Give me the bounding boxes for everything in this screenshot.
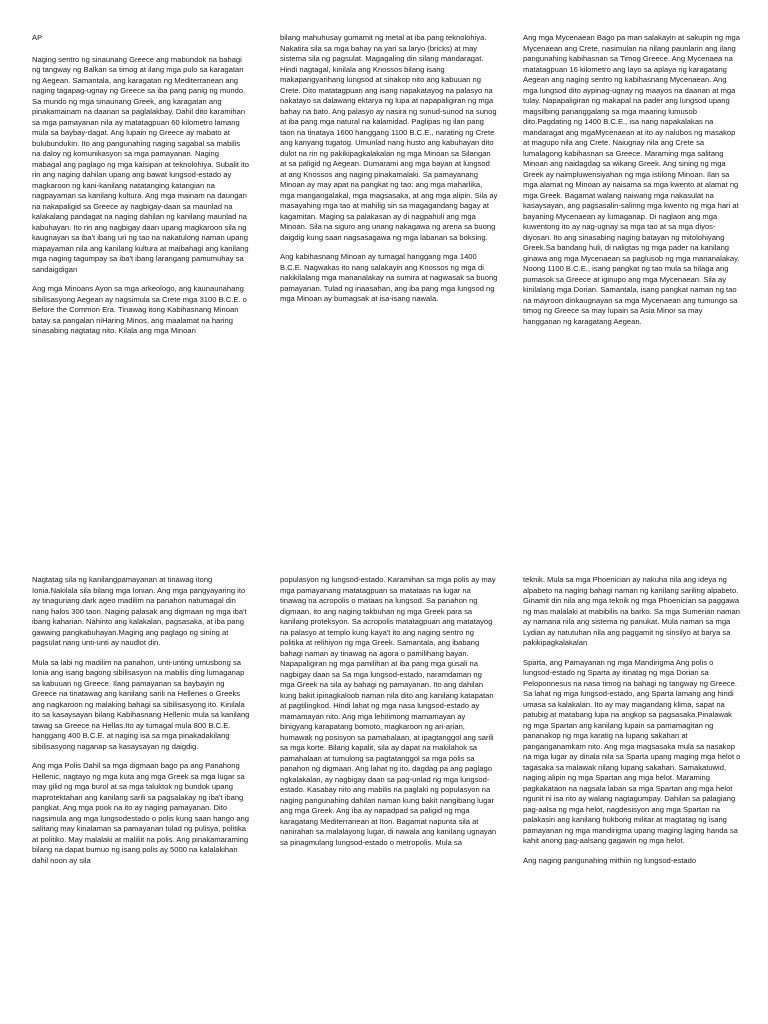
paragraph: teknik. Mula sa mga Phoenician ay nakuha nila ang ideya ng alpabeto na naging bahagi naman ng kanilang sariling alpabeto. Ginamit din nila ang mga teknik ng mga Phoenician sa paggawa ng mas malalaki at mabibilis na barko. Sa mga Sumerian naman ay namana nila ang sistema ng panukat. Mula naman sa mga Lydian ay natutuhan nila ang paggamit ng sinsilyo at barya sa pakikipagkalakalan: [523, 575, 740, 647]
paragraph: Ang naging pangunahing mithiin ng lungsod-estado: [523, 855, 697, 865]
column-5: [280, 575, 498, 1024]
paragraph: bilang mahuhusay gumamit ng metal at iba pang teknolohiya. Nakatira sila sa mga bahay na yari sa laryo (bricks) at may sistema sila ng pagsulat. Magagaling din silang mandaragat. Hindi nagtagal, kinilala ang Knossos bilang isang makapangyarihang lungsod at sinakop nito ang kabuuan ng Crete. Dito matatagpuan ang isang napakatayog na palasyo na nakatayo sa dalawang ektarya ng lupa at napapaligiran ng mga bahay na bato. Ang palasyo ay nasira ng sunud-sunod na sunog at iba pang mga natural na kalamidad. Paglipas ng ilan pang taon na tinataya 1600 hanggang 1100 B.C.E., narating ng Crete ang kanyang tugatog. Umunlad nang husto ang kabuhayan dito dulot na rin ng pakikipagkalakalan ng mga Minoan sa Silangan at sa paligid ng Aegean. Dumarami ang mga bayan at lungsod at ang Knossos ang naging pinakamalaki. Sa pamayanang Minoan ay may apat na pangkat ng tao: ang mga maharlika, mga mangangalakal, mga magsasaka, at ang mga alipin. Sila ay masayahing mga tao at mahilig sin sa magagandang bagay at kagamitan. Maging sa palakasan ay di nagpahuli ang mga Minoan. Sila na siguro ang unang nakagawa ng arena sa buong daigdig kung saan nagsasagawa ng mga labanan sa boksing.: [280, 33, 498, 242]
column-1: [32, 33, 250, 521]
paragraph: Mula sa labi ng madilim na panahon, unti-unting umusbong sa Ionia ang isang bagong sibilisasyon na mabilis ding lumaganap sa kabuuan ng Greece. Ilang pamayanan sa baybayin ng Greece na tinatawag ang kanilang sarili na Hellenes o Greeks ang nagkaroon ng malaking bahagi sa sibilisasyong ito. Kinilala ito sa kasaysayan bilang Kabihasnang Hellenic mula sa kanilang tawag sa Greece na Hellas.Ito ay tumagal mula 800 B.C.E. hanggang 400 B.C.E. at naging isa sa mga pinakadakilang sibilisasyong naganap sa kasaysayan ng daigdig.: [32, 657, 250, 751]
column-3: [523, 33, 741, 521]
paragraph: Ang mga Polis Dahil sa mga digmaan bago pa ang Panahong Hellenic, nagtayo ng mga kuta ang mga Greek sa mga lugar sa may gilid ng mga burol at sa mga taluktok ng bundok upang maprotektahan ang kanilang sarili sa pagsalakay ng iba't ibang pangkat. Ang mga pook na ito ay naging pamayanan. Dito nagsimula ang mga lungsodestado o polis kung saan hango ang salitang may kinalaman sa pamayanan tulad ng pulisya, politika at politiko. May malalaki at maliliit na polis. Ang pinakamaraming bilang na dapat bumuo ng isang polis ay 5000 na kalalakihan dahil noon ay sila: [32, 761, 250, 865]
subject-tag: AP: [32, 33, 43, 42]
paragraph: Nagtatag sila ng kanilangpamayanan at tinawag itong Ionia.Nakilala sila bilang mga Ionian. Ang mga pangyayaring ito ay tinaguriang dark ageo madilim na panahon natumagal din nang halos 300 taon. Naging palasak ang digmaan ng mga iba't ibang kaharian. Nahinto ang kalakalan, pagsasaka, at iba pang gawaing pangkabuhayan.Maging ang paglago ng sining at pagsulat nang unti-unti ay naudlot din.: [32, 575, 247, 647]
paragraph: Naging sentro ng sinaunang Greece ang mabundok na bahagi ng tangway ng Balkan sa timog at ilang mga pulo sa karagatan ng Aegean. Samantala, ang karagatan ng Mediterranean ang naging tagapag-ugnay ng Greece sa iba pang panig ng mundo. Sa mundo ng mga sinaunang Greek, ang karagatan ang pinakamainam na daanan sa paglalakbay. Dahil dito karamihan sa mga pamayanan nila ay matatagpuan 60 kilometro lamang mula sa baybay-dagat. Ang lupain ng Greece ay mabato at bulubundukin. Ito ang pangunahing naging sagabal sa mabilis na daloy ng komunikasyon sa mga pamayanan. Naging mabagal ang paglago ng mga kaisipan at teknolohiya. Subalit ito rin ang naging dahilan upang ang bawat lungsod-estado ay magkaroon ng kani-kanilang natatanging katangian na nagpayaman sa kanilang kultura. Ang mga mainam na daungan na nakapaligid sa Greece ay nagbigay-daan sa maunlad na kalakalang pandagat na naging dahilan ng kanilang maunlad na kabuhayan. Ito rin ang nagbigay daan upang magkaroon sila ng kaugnayan sa iba't ibang uri ng tao na nakatulong naman upang mapayaman nila ang kanilang kultura at maibahagi ang kanilang mga naging tagumpay sa iba't ibang larangang pamumuhay sa sandaigdigan: [32, 54, 249, 274]
paragraph: Ang mga Minoans Ayon sa mga arkeologo, ang kaunaunahang sibilisasyong Aegean ay nagsimula sa Crete mga 3100 B.C.E. o Before the Common Era. Tinawag itong Kabihasnang Minoan batay sa pangalan niHaring Minos, ang maalamat na haring sinasabing nagtatag nito. Kilala ang mga Minoan: [32, 284, 247, 335]
paragraph: populasyon ng lungsod-estado. Karamihan sa mga polis ay may mga pamayanang matatagpuan sa matataas na lugar na tinawag na acropolis o mataas na lungsod. Sa panahon ng digmaan, ito ang naging takbuhan ng mga Greek para sa kanilang proteksyon. Sa acropolis matatagpuan ang matatayog na palasyo at templo kung kaya't ito ang naging sentro ng politika at relihiyon ng mga Greek. Samantala, ang ibabang bahagi naman ay tinawag na agora o pamilihang bayan. Napapaligiran ng mga pamilihan at iba pang mga gusali na nagbigay daan sa Sa mga lungsod-estado, naramdaman ng mga Greek na sila ay bahagi ng pamayanan. Ito ang dahilan kung bakit ipinagkaloob naman nila dito ang kanilang katapatan at pagtilingkod. Hindi lahat ng mga nasa lungsod-estado ay mamamayan nito. Ang mga lehitimong mamamayan ay binigyang karapatang bomoto, magkaroon ng ari-arian, humawak ng posisyon sa pamahalaan, at ipagtanggol ang sarili sa mga korte. Bilang kapalit, sila ay dapat na makilahok sa pamahalaan at tumulong sa pagtatanggol sa mga polis sa panahon ng digmaan. Ang lahat ng ito, dagdag pa ang paglago ngkalakalan, ay nagbigay daan sa pag-unlad ng mga lungsod-estado. Kasabay nito ang mabilis na paglaki ng populasyon na naging pangunahing dahilan naman kung bakit nangibang lugar ang mga Greek. Ang iba ay napadpad sa paligid ng mga karagatang Mediterranean at Iton. Bagamat napunta sila at nanirahan sa malalayong lugar, di nawala ang kanilang ugnayan sa pinagmulang lungsod-estado o metropolis. Mula sa: [280, 575, 497, 847]
column-2: [280, 33, 498, 521]
paragraph: Sparta, ang Pamayanan ng mga Mandirigma Ang polis o lungsod-estado ng Sparta ay itinatag ng mga Dorian sa Peloponnesus na nasa timog na bahagi ng tangway ng Greece. Sa lahat ng mga lungsod-estado, ang Sparta lamang ang hindi umasa sa kalakalan. Ito ay may magandang klima, sapat na patubig at matabang lupa na angkop sa pagsasaka.Pinalawak ng mga Spartan ang kanilang lupain sa pamamagitan ng pananakop ng mga karatig na lupang sakahan at panganganamkam nito. Ang mga magsasaka mula sa nasakop na mga lugar ay dinala nila sa Sparta upang maging mga helot o tagasaka sa malawak nilang lupang sakahan. Samakatuwid, naging alipin ng mga Spartan ang mga helot. Maraming pagkakataon na nagsala laban sa mga Spartan ang mga helot ngunit ni isa rito ay walang nagtagumpay. Dahilan sa palagiang pag-aalsa ng mga helot, nagdesisyon ang mga Spartan na palakasin ang kanilang hukbong militar at magtatag ng isang pamayanan ng mga mandirigma upang maging laging handa sa kahit anong pag-aalsang gagawin ng mga helot.: [523, 657, 741, 845]
paragraph: Ang kabihasnang Minoan ay tumagal hanggang mga 1400 B.C.E. Nagwakas ito nang salakayin ang Knossos ng mga di nakikilalang mga mananalakay na sumira at nagwasak sa buong pamayanan. Tulad ng inaasahan, ang iba pang mga lungsod ng mga Minoan ay bumagsak at isa-isang nawala.: [280, 252, 498, 303]
column-6: [523, 575, 741, 1024]
column-4: [32, 575, 250, 1024]
paragraph: Ang mga Mycenaean Bago pa man salakayin at sakupin ng mga Mycenaean ang Crete, nasimulan na nilang paunlarin ang ilang pangunahing kabihasnan sa Timog Greece. Ang Mycenaea na matatagpuan 16 kilometro ang layo sa aplaya ng karagatang Aegean ang naging sentro ng kabihasnang Mycenaean. Ang mga lungsod dito aypinag-ugnay ng maayos na daanan at mga tulay. Napapaligiran ng makapal na pader ang lungsod upang magsilbing pananggalang sa mga maaring lumusob dito.Pagdating ng 1400 B.C.E., isa nang napakalakas na mandaragat ang mgaMycenaean at ito ay nalubos ng masakop at magupo nila ang Crete. Naiugnay nila ang Crete sa lumalagong kabihasnan sa Greece. Maraming mga salitang Minoan ang naidagdag sa wikang Greek. Ang sining ng mga Greek ay naimpluwensiyahan ng mga istilong Minoan. Ilan sa mga alamat ng Minoan ay naisama sa mga kwento at alamat ng mga Greek. Bagamat walang naiwang mga nakasulat na kasaysayan, ang pagsasalin-salinng mga kwento ng mga hari at bayaning Mycenaean ay lumaganap. Di naglaon ang mga kuwentong ito ay nag-ugnay sa mga tao at sa mga diyos-diyosan. Ito ang sinasabing naging batayan ng mitolohiyang Greek.Sa bandang huli, di naligtas ng mga pader na kanilang ginawa ang mga Mycenaean sa paglusob ng mga mananalakay. Noong 1100 B.C.E., isang pangkat ng tao mula sa hilaga ang pumasok sa Greece at iginupo ang mga Mycenaean. Sila ay kinilalang mga Dorian. Samantala, isang pangkat naman ng tao na mayroon dinkaugnayan sa mga Mycenaean ang tumungo sa timog ng Greece sa may lupain sa Asia Minor sa may hangganan ng karagatang Aegean.: [523, 33, 740, 326]
